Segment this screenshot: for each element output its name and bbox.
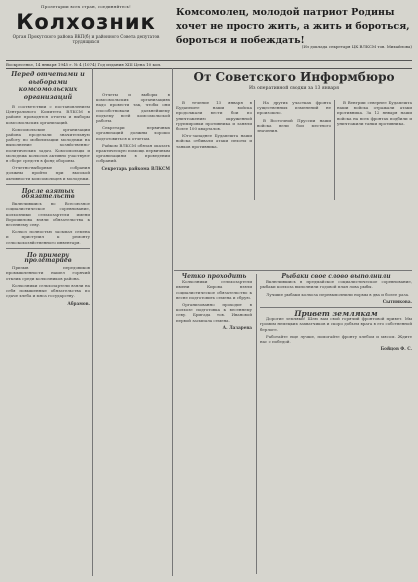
report-paragraph: Юго-западнее Будапешта наши войска отбивали атаки пехоты и танков противника. bbox=[176, 133, 252, 149]
front-slogan: Комсомолец, молодой патриот Родины хочет не просто жить, а жить и бороться, бороться и побеждать! bbox=[176, 7, 410, 46]
report-paragraph: На других участках фронта существенных изменений не произошло. bbox=[257, 100, 331, 116]
sovinform-title: От Советского Информбюро bbox=[193, 70, 395, 84]
signature: Сытникова. bbox=[382, 298, 412, 304]
signature: Секретарь райкома ВЛКСМ bbox=[101, 165, 170, 171]
article-paragraph: Отчеты и выборы в комсомольских организациях надо провести так, чтобы они способствовали дальнейшему подъему всей комсомольской работы. bbox=[96, 92, 170, 124]
section-divider bbox=[6, 184, 90, 185]
report-paragraph: В течение 13 января в Будапеште наши войска продолжали вести бои по уничтожению окруженной группировки противника и заняли более 100 кварталов. bbox=[176, 100, 252, 132]
column-rule bbox=[256, 274, 257, 574]
section-divider bbox=[6, 248, 90, 249]
signature: А. Лазарева bbox=[222, 324, 252, 330]
article-paragraph: Призыв передовиков промышленности нашел горячий отклик среди колхозников района. bbox=[6, 265, 90, 281]
masthead-motto: Пролетарии всех стран, соединяйтесь! bbox=[41, 4, 131, 9]
bottom-right-articles bbox=[260, 274, 412, 351]
article-paragraph: Комсомольские организации района проделали значительную работу по мобилизации молодежи на выполнение хозяйственно-политических задач. Комсомольцы и молодежь колхозов активно участвуют в сборе средств в фонд обороны. bbox=[6, 126, 90, 164]
column-rule bbox=[254, 100, 255, 200]
article-paragraph: Лучшие рыбаки колхоза перевыполнили нормы в два и более раза. bbox=[266, 291, 410, 297]
column-rule bbox=[172, 68, 173, 576]
article-paragraph: Колхоз полностью засыпал семена и приступил к ремонту сельскохозяйственного инвентаря. bbox=[6, 229, 90, 245]
article-paragraph: Включившись во Всесоюзное социалистическое соревнование, колхозники сельхозартели имени Ворошилова взяли обязательства к весеннему севу. bbox=[6, 201, 90, 228]
sovinform-column-2 bbox=[257, 100, 331, 135]
column-rule bbox=[334, 100, 335, 200]
article-paragraph: Колхозники сельхозартели имени Кирова взяли социалистическое обязательство к весне подготовить семена и сбрую. bbox=[176, 279, 252, 300]
newspaper-title: Колхозник bbox=[16, 10, 156, 34]
sovinform-column-1 bbox=[176, 100, 252, 151]
article-paragraph: Организованно проходит в колхозе подготовка к весеннему севу. Бригада тов. Ивановой первой засыпала семена. bbox=[176, 302, 252, 323]
column-rule bbox=[92, 68, 93, 576]
article-paragraph: В соответствии с постановлением Центрального Комитета ВЛКСМ в районе проводятся отчеты и выборы комсомольских организаций. bbox=[6, 104, 90, 125]
article-paragraph: Секретари первичных организаций должны хорошо подготовиться к отчетам. bbox=[96, 125, 170, 141]
greeting-headline: Привет землякам bbox=[294, 309, 378, 319]
slogan-source: (Из доклада секретаря ЦК ВЛКСМ тов. Михайлова) bbox=[301, 44, 412, 49]
bottom-middle-headline: Четко проходить bbox=[181, 273, 247, 280]
subhead-obligations: После взятых обязательств bbox=[21, 187, 75, 201]
bottom-middle-article bbox=[176, 274, 252, 330]
masthead-organ: Орган Прокутского района ВКП(б) и районного Совета депутатов трудящихся bbox=[12, 34, 160, 44]
article-paragraph: Райком ВЛКСМ обязан оказать практическую помощь первичным организациям в проведении собраний. bbox=[96, 142, 170, 164]
report-paragraph: В Восточной Пруссии наши войска вели бои местного значения. bbox=[257, 117, 331, 134]
sovinform-subtitle: Из оперативной сводки за 13 января bbox=[248, 86, 339, 91]
signature: Бойцов Ф. С. bbox=[380, 346, 412, 352]
report-paragraph: В Венгрии севернее Будапешта наши войска отражали атаки противника. За 12 января наши войска на всех фронтах подбили и уничтожили танки противника. bbox=[337, 100, 412, 126]
sovinform-column-3 bbox=[337, 100, 412, 128]
subhead-proletarians: По примеру пролетариев bbox=[24, 251, 72, 265]
fishermen-headline: Рыбаки свое слово выполнили bbox=[281, 273, 391, 280]
article-paragraph: Отчетно-выборные собрания должны пройти при высокой активности комсомольцев и молодежи. bbox=[6, 165, 90, 181]
second-column bbox=[96, 92, 170, 171]
article-paragraph: Колхозники сельхозартели взяли на себя повышенные обязательства по сдаче хлеба и мяса государству. bbox=[6, 282, 90, 299]
section-divider bbox=[260, 307, 412, 308]
issue-line: Воскресенье, 14 января 1945 г. № 4 (1074) Год издания XIII Цена 10 коп. bbox=[6, 60, 412, 69]
letter-paragraph: Дорогие земляки! Шлю вам свой горячий фронтовой привет. Мы громим немецких захватчиков и скоро добьем врага в его собственной берлоге. bbox=[260, 316, 412, 332]
section-divider bbox=[174, 270, 412, 271]
letter-paragraph: Работайте еще лучше, помогайте фронту хлебом и мясом. Ждите нас с победой. bbox=[260, 333, 412, 345]
left-headline: Перед отчетами и выборами комсомольских организаций bbox=[11, 70, 85, 101]
article-paragraph: Включившись в предмайское социалистическое соревнование, рыбаки колхоза выполнили годовой план лова рыбы. bbox=[260, 279, 412, 290]
masthead bbox=[6, 4, 166, 44]
signature: Абрамов. bbox=[67, 300, 90, 306]
left-column bbox=[6, 68, 90, 306]
